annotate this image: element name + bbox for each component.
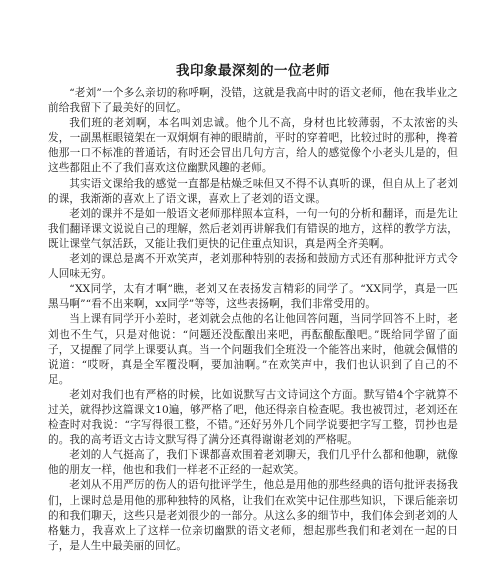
paragraph-2: 我们班的老刘啊，本名叫刘忠诚。他个儿不高，身材也比较薄弱，不太浓密的头发，一副黑框眼镜架在一双炯炯有神的眼睛前，平时的穿着吧，比较过时的那种，搀着他那一口不标准的普通话，有时还会冒出几句方言，给人的感觉像个小老头儿是的，但这些都阻止不了我们喜欢这位幽默风趣的老师。 bbox=[48, 117, 458, 175]
paragraph-8: 老刘对我们也有严格的时候，比如说默写古文诗词这个方面。默写错4个字就算不过关，就得抄这篇课文10遍，够严格了吧，他还得亲自检查呢。我也被罚过，老刘还在检查时对我说：“字写得很工整，不错。”还好另外几个同学说要把字写工整，罚抄也是的。我的高考语文古诗文默写得了满分还真得谢谢老刘的严格呢。 bbox=[48, 388, 458, 447]
paragraph-3: 其实语文课给我的感觉一直都是枯燥乏味但又不得不认真听的课，但自从上了老刘的课，我渐渐的喜欢上了语文课，喜欢上了老刘的语文课。 bbox=[48, 177, 458, 205]
document-title: 我印象最深刻的一位老师 bbox=[176, 63, 330, 79]
paragraph-9: 老刘的人气挺高了，我们下课都喜欢围着老刘聊天，我们几乎什么都和他聊，就像他的朋友一样，他也和我们一样老不正经的一起欢笑。 bbox=[48, 449, 458, 477]
paragraph-5: 老刘的课总是离不开欢笑声，老刘那种特别的表扬和鼓励方式还有那种批评方式令人回味无穷。 bbox=[48, 253, 458, 281]
paragraph-7: 当上课有同学开小差时，老刘就会点他的名让他回答问题，当同学回答不上时，老刘也不生气，只是对他说：“问题还没酝酿出来吧，再酝酿酝酿吧。”既给同学留了面子，又提醒了同学上课要认真。当一个问题我们全班没一个能答出来时，他就会佩惜的说道：“哎呀，真是全军覆没啊，要加油啊。”在欢笑声中，我们也认识到了自己的不足。 bbox=[48, 313, 458, 386]
paragraph-10: 老刘从不用严厉的伤人的语句批评学生，他总是用他的那些经典的语句批评表扬我们，上课时总是用他的那种独特的风格，让我们在欢笑中记住那些知识，下课后能亲切的和我们聊天，这些只是老刘很少的一部分。从这么多的细节中，我们体会到老刘的人格魅力，我喜欢上了这样一位亲切幽默的语文老师，想起那些我们和老刘在一起的日子，是人生中最美丽的回忆。 bbox=[48, 479, 458, 552]
paragraph-1: “老刘”一个多么亲切的称呼啊，没错，这就是我高中时的语文老师，他在我毕业之前给我留下了最美好的回忆。 bbox=[48, 87, 458, 115]
paragraph-6: “XX同学，太有才啊”瞧，老刘又在表扬发言精彩的同学了。“XX同学，真是一匹黑马啊”“看不出来啊，xx同学”等等，这些表扬啊，我们非常受用的。 bbox=[48, 283, 458, 311]
paragraph-4: 老刘的课并不是如一般语文老师那样照本宣科，一句一句的分析和翻译，而是先让我们翻译课文说说自己的理解，然后老刘再讲解我们有错误的地方，这样的教学方法，既让课堂气氛活跃，又能让我们更快的记住重点知识，真是两全齐美啊。 bbox=[48, 207, 458, 250]
